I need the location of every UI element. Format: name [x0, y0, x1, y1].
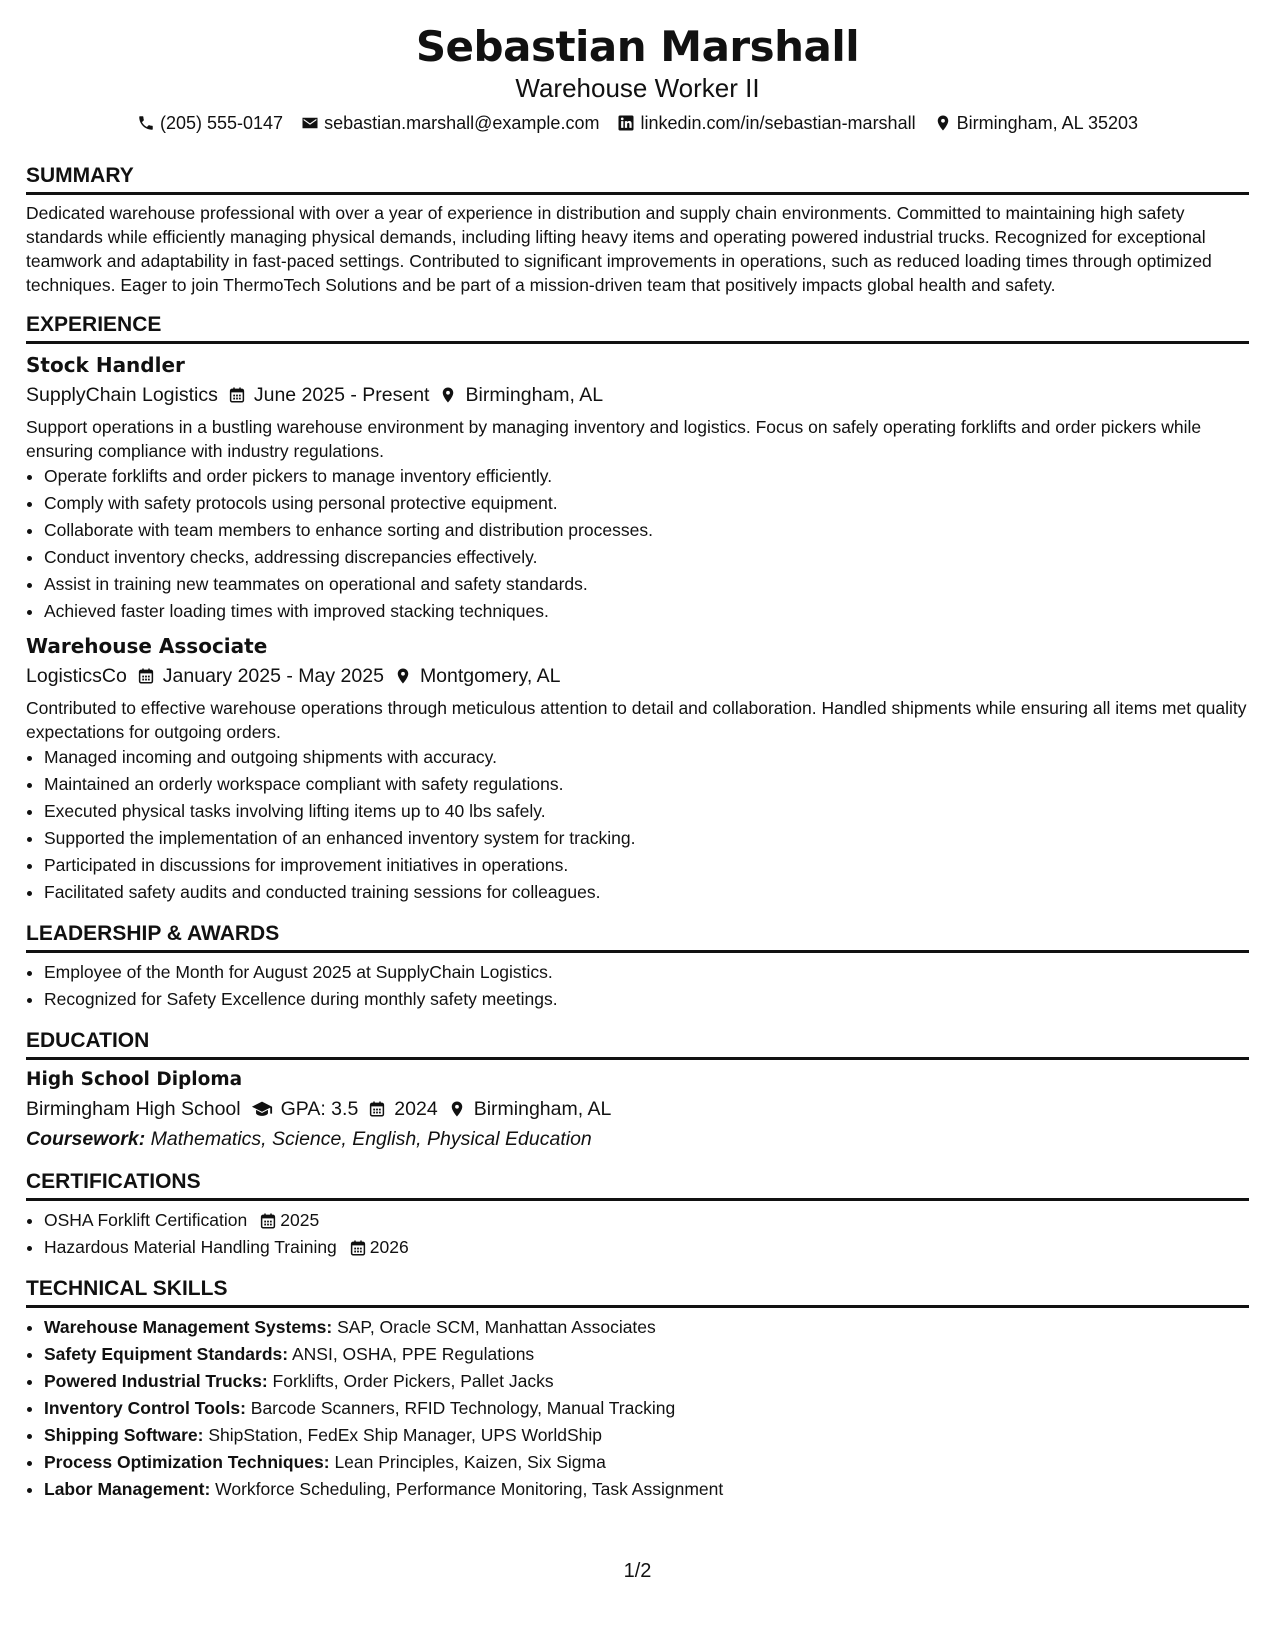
section-heading: LEADERSHIP & AWARDS: [26, 920, 1249, 953]
skill-category: Warehouse Management Systems:: [44, 1317, 333, 1337]
cert-name: • Hazardous Material Handling Training: [44, 1237, 337, 1257]
phone-icon: [137, 114, 155, 132]
gpa: [251, 1094, 359, 1124]
list-item: • Achieved faster loading times with improved stacking techniques.: [44, 598, 1249, 625]
school-location: [448, 1094, 612, 1124]
contact-email[interactable]: [301, 110, 599, 136]
job-location: [439, 380, 603, 410]
location-text: Birmingham, AL: [465, 384, 604, 406]
cert-year: 2025: [280, 1210, 320, 1230]
position-title: Warehouse Associate: [26, 634, 268, 658]
degree-title: High School Diploma: [26, 1069, 243, 1090]
gpa-text: GPA: 3.5: [280, 1098, 359, 1120]
list-item: • Collaborate with team members to enhance sorting and distribution processes.: [44, 517, 1249, 544]
section-heading: TECHNICAL SKILLS: [26, 1275, 1249, 1308]
list-item: [44, 1314, 1249, 1341]
skill-category: Process Optimization Techniques:: [44, 1452, 330, 1472]
cert-date: [349, 1234, 409, 1261]
contact-location: [934, 110, 1138, 136]
cert-year: 2026: [369, 1237, 409, 1257]
list-item: [44, 1422, 1249, 1449]
skill-values: ANSI, OSHA, PPE Regulations: [291, 1344, 535, 1364]
job-location: [394, 661, 561, 691]
list-item: • Employee of the Month for August 2025 at SupplyChain Logistics.: [44, 959, 1249, 986]
location-text: Montgomery, AL: [419, 665, 561, 687]
skill-values: Lean Principles, Kaizen, Six Sigma: [334, 1452, 606, 1472]
job-meta: [26, 661, 1249, 691]
skill-category: Powered Industrial Trucks:: [44, 1371, 268, 1391]
list-item: • Recognized for Safety Excellence during monthly safety meetings.: [44, 986, 1249, 1013]
contact-phone[interactable]: [137, 110, 283, 136]
skill-category: Inventory Control Tools:: [44, 1398, 246, 1418]
page-number: 1/2: [623, 1560, 652, 1582]
skills-list: [26, 1314, 1249, 1503]
list-item: • Comply with safety protocols using personal protective equipment.: [44, 490, 1249, 517]
list-item: [44, 1341, 1249, 1368]
job-bullets: [26, 463, 1249, 625]
location-text: Birmingham, AL: [473, 1098, 612, 1120]
skills-section: [26, 1275, 1249, 1503]
list-item: [44, 1207, 1249, 1234]
resume-page: [26, 0, 1249, 1503]
leadership-section: [26, 920, 1249, 1013]
education-section: [26, 1027, 1249, 1154]
job-entry: [26, 350, 1249, 625]
job-entry: [26, 631, 1249, 906]
list-item: • Supported the implementation of an enhanced inventory system for tracking.: [44, 825, 1249, 852]
list-item: • Conduct inventory checks, addressing discrepancies effectively.: [44, 544, 1249, 571]
list-item: [44, 1476, 1249, 1503]
list-item: [44, 1368, 1249, 1395]
job-description: Support operations in a bustling warehouse environment by managing inventory and logistics. Focus on safely operating forklifts and order pickers while ensuring compliance with industry regulations.: [26, 417, 1202, 461]
job-title: Warehouse Worker II: [515, 73, 760, 103]
skill-values: SAP, Oracle SCM, Manhattan Associates: [337, 1317, 656, 1337]
company-name: LogisticsCo: [26, 665, 127, 687]
school-name: Birmingham High School: [26, 1098, 241, 1120]
calendar-icon: [228, 386, 246, 404]
contact-bar: [26, 110, 1249, 136]
skill-values: Workforce Scheduling, Performance Monitoring, Task Assignment: [215, 1479, 724, 1499]
cert-date: [259, 1207, 319, 1234]
calendar-icon: [137, 667, 155, 685]
linkedin-text: linkedin.com/in/sebastian-marshall: [640, 113, 916, 133]
map-pin-icon: [934, 114, 952, 132]
job-description: Contributed to effective warehouse operations through meticulous attention to detail and collaboration. Handled shipments while ensuring all items met quality expectations for outgoing orders.: [26, 698, 1247, 742]
skill-category: Shipping Software:: [44, 1425, 204, 1445]
job-meta: [26, 380, 1249, 410]
calendar-icon: [368, 1100, 386, 1118]
list-item: • Assist in training new teammates on operational and safety standards.: [44, 571, 1249, 598]
list-item: • Facilitated safety audits and conducted training sessions for colleagues.: [44, 879, 1249, 906]
calendar-icon: [259, 1212, 277, 1230]
contact-linkedin[interactable]: [617, 110, 915, 136]
job-dates: [137, 661, 384, 691]
map-pin-icon: [394, 667, 412, 685]
candidate-name: Sebastian Marshall: [415, 22, 860, 71]
dates-text: January 2025 - May 2025: [162, 665, 384, 687]
company-name: SupplyChain Logistics: [26, 384, 218, 406]
list-item: [44, 1234, 1249, 1261]
coursework: [26, 1124, 1249, 1154]
resume-header: [26, 0, 1249, 136]
summary-section: [26, 162, 1249, 297]
section-heading: SUMMARY: [26, 162, 1249, 195]
education-meta: [26, 1094, 1249, 1124]
section-heading: EDUCATION: [26, 1027, 1249, 1060]
list-item: • Managed incoming and outgoing shipments with accuracy.: [44, 744, 1249, 771]
map-pin-icon: [448, 1100, 466, 1118]
skill-values: ShipStation, FedEx Ship Manager, UPS WorldShip: [208, 1425, 602, 1445]
map-pin-icon: [439, 386, 457, 404]
dates-text: June 2025 - Present: [253, 384, 430, 406]
list-item: • Operate forklifts and order pickers to manage inventory efficiently.: [44, 463, 1249, 490]
graduation-year: [368, 1094, 437, 1124]
summary-text: Dedicated warehouse professional with over a year of experience in distribution and supply chain environments. Committed to maintaining high safety standards while efficiently managing physical demands, including lifting heavy items and operating powered industrial trucks. Recognized for exceptional teamwork and adaptability in fast-paced settings. Contributed to significant improvements in operations, such as reduced loading times through optimized techniques. Eager to join ThermoTech Solutions and be part of a mission-driven team that positively impacts global health and safety.: [26, 203, 1212, 295]
job-bullets: [26, 744, 1249, 906]
skill-category: Safety Equipment Standards:: [44, 1344, 289, 1364]
phone-text: (205) 555-0147: [159, 113, 284, 133]
position-title: Stock Handler: [26, 353, 185, 377]
email-text: sebastian.marshall@example.com: [324, 113, 600, 133]
section-heading: CERTIFICATIONS: [26, 1168, 1249, 1201]
experience-section: [26, 311, 1249, 906]
list-item: • Maintained an orderly workspace compliant with safety regulations.: [44, 771, 1249, 798]
location-text: Birmingham, AL 35203: [956, 113, 1139, 133]
linkedin-icon: [617, 114, 635, 132]
cert-name: • OSHA Forklift Certification: [44, 1210, 248, 1230]
awards-list: [26, 959, 1249, 1013]
skill-values: Barcode Scanners, RFID Technology, Manual Tracking: [250, 1398, 676, 1418]
coursework-text: Mathematics, Science, English, Physical Education: [150, 1128, 592, 1150]
list-item: [44, 1395, 1249, 1422]
skill-category: Labor Management:: [44, 1479, 211, 1499]
coursework-label: Coursework:: [26, 1128, 146, 1150]
list-item: • Executed physical tasks involving lifting items up to 40 lbs safely.: [44, 798, 1249, 825]
year-text: 2024: [394, 1098, 438, 1120]
section-heading: EXPERIENCE: [26, 311, 1249, 344]
certifications-list: [26, 1207, 1249, 1261]
job-dates: [228, 380, 430, 410]
list-item: [44, 1449, 1249, 1476]
envelope-icon: [301, 114, 319, 132]
list-item: • Participated in discussions for improvement initiatives in operations.: [44, 852, 1249, 879]
certifications-section: [26, 1168, 1249, 1261]
skill-values: Forklifts, Order Pickers, Pallet Jacks: [272, 1371, 554, 1391]
graduation-cap-icon: [251, 1098, 273, 1120]
calendar-icon: [349, 1239, 367, 1257]
